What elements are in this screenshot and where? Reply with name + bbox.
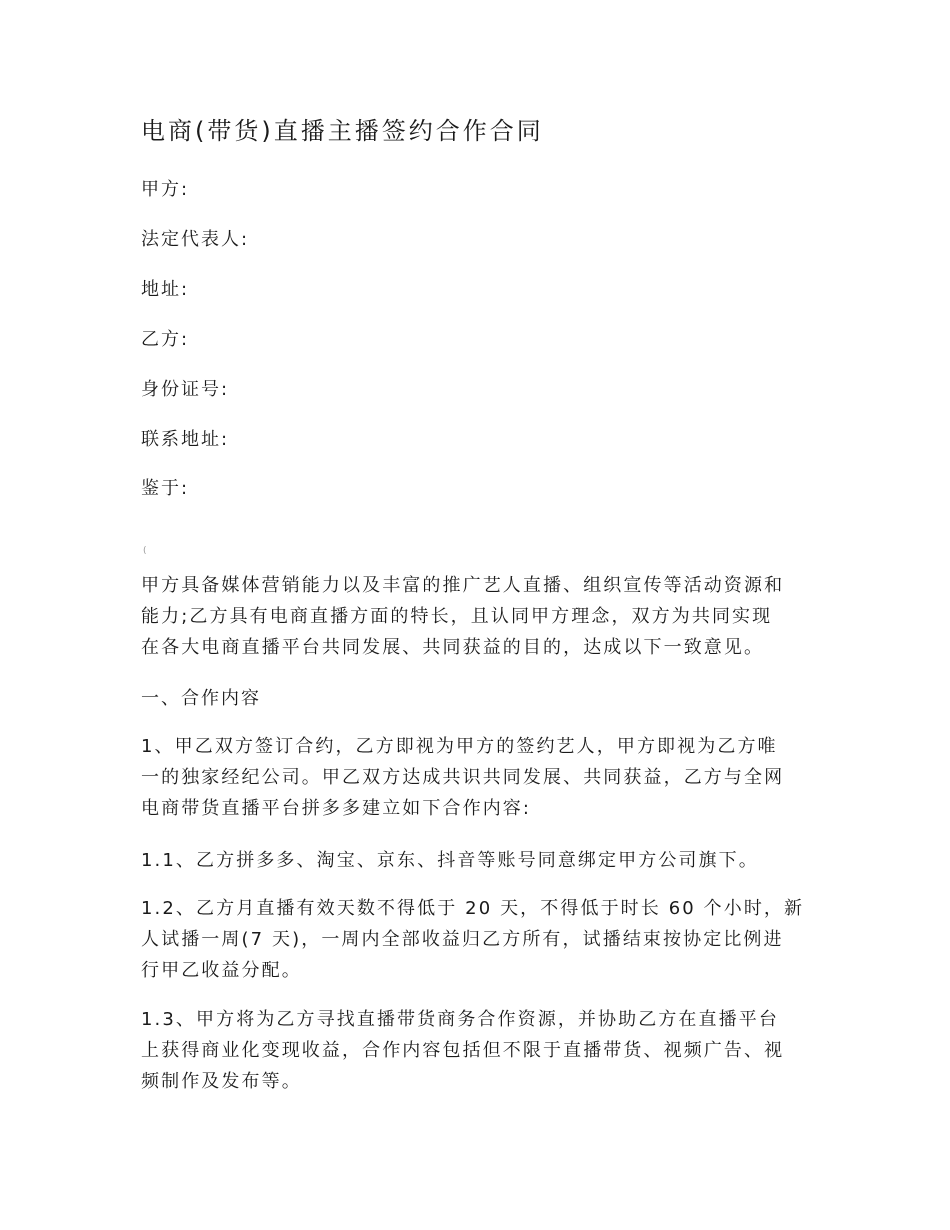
contact-address-field: 联系地址:: [141, 429, 230, 450]
paragraph-line: 1.1、乙方拼多多、淘宝、京东、抖音等账号同意绑定甲方公司旗下。: [141, 850, 759, 871]
paragraph-line: 一的独家经纪公司。甲乙双方达成共识共同发展、共同获益，乙方与全网: [141, 767, 785, 788]
paragraph-line: 1.3、甲方将为乙方寻找直播带货商务合作资源，并协助乙方在直播平台: [141, 1009, 779, 1030]
party-b-field: 乙方:: [141, 329, 190, 350]
address-field: 地址:: [141, 279, 190, 300]
preamble-paragraph: [141, 570, 821, 663]
paragraph-line: 1.2、乙方月直播有效天数不得低于 20 天，不得低于时长 60 个小时，新: [141, 898, 805, 919]
paragraph-line: 频制作及发布等。: [141, 1071, 302, 1092]
contract-title: 电商(带货)直播主播签约合作合同: [141, 117, 544, 145]
paragraph-line: 人试播一周(7 天)，一周内全部收益归乙方所有，试播结束按协定比例进: [141, 929, 784, 950]
paragraph-line: 在各大电商直播平台共同发展、共同获益的目的，达成以下一致意见。: [141, 637, 765, 658]
clause-1-2-paragraph: [141, 893, 821, 986]
legal-representative-field: 法定代表人:: [141, 229, 250, 250]
section-heading: 一、合作内容: [141, 688, 261, 709]
party-a-field: 甲方:: [141, 179, 190, 200]
id-number-field: 身份证号:: [141, 379, 230, 400]
paragraph-line: 甲方具备媒体营销能力以及丰富的推广艺人直播、组织宣传等活动资源和: [141, 575, 785, 596]
stray-mark: (: [143, 546, 147, 556]
paragraph-line: 1、甲乙双方签订合约，乙方即视为甲方的签约艺人，甲方即视为乙方唯: [141, 736, 778, 757]
clause-1-3-paragraph: [141, 1004, 821, 1097]
paragraph-line: 电商带货直播平台拼多多建立如下合作内容:: [141, 798, 532, 819]
whereas-field: 鉴于:: [141, 478, 190, 499]
clause-1-paragraph: [141, 731, 821, 824]
paragraph-line: 能力;乙方具有电商直播方面的特长，且认同甲方理念，双方为共同实现: [141, 606, 773, 627]
paragraph-line: 上获得商业化变现收益，合作内容包括但不限于直播带货、视频广告、视: [141, 1040, 785, 1061]
clause-1-1-paragraph: [141, 845, 821, 876]
paragraph-line: 行甲乙收益分配。: [141, 960, 302, 981]
